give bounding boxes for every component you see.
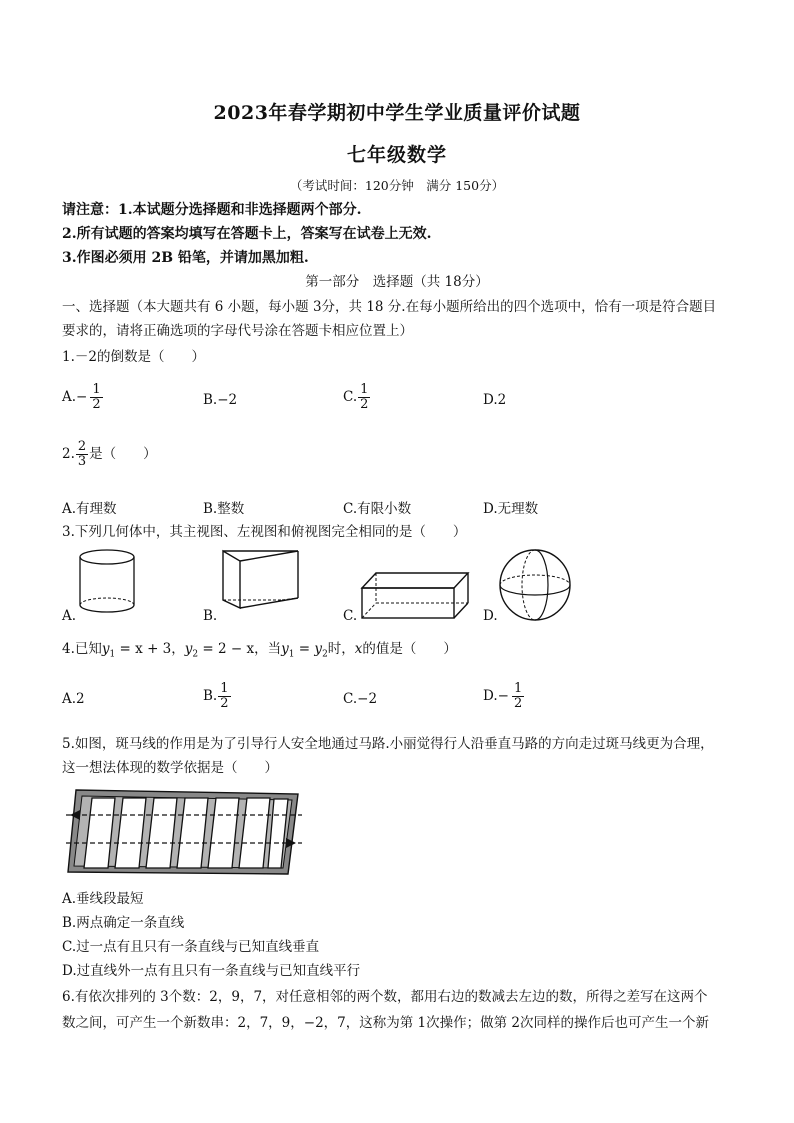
fraction-denominator: 2 [92,397,101,412]
fraction-numerator: 1 [360,382,369,397]
q4-eq: = [294,641,315,657]
q4-separator: ， [171,641,185,657]
q4-option-b [203,682,232,711]
q5-option-c: C.过一点有且只有一条直线与已知直线垂直 [62,939,320,955]
q5-stem-line2: 这一想法体现的数学依据是（ ） [62,760,278,776]
q4-option-d [483,682,525,711]
q4-option-a: A.2 [62,691,85,707]
triangular-prism-icon [220,548,302,610]
q2-suffix: 是（ ） [89,446,157,462]
q5-stem-line1: 5.如图，斑马线的作用是为了引导行人安全地通过马路.小丽觉得行人沿垂直马路的方向走过斑马线更为合理， [62,736,714,752]
q4-var-y1: y [101,641,110,657]
fraction-numerator: 2 [77,439,87,454]
section-title: 第一部分 选择题（共 18分） [305,274,489,290]
q4-option-b-fraction [218,682,230,711]
q4-stem [62,638,457,666]
fraction-numerator: 1 [220,681,229,696]
q4-var-y2: y [184,641,193,657]
fraction-denominator: 2 [220,696,229,711]
note-2: 2.所有试题的答案均填写在答题卡上，答案写在试卷上无效. [62,226,432,242]
q4-var-y1b: y [281,641,289,657]
q2-stem [62,440,157,469]
sphere-icon [498,548,572,622]
q2-option-d: D.无理数 [483,501,539,517]
fraction-denominator: 2 [513,696,523,711]
q3-stem: 3.下列几何体中，其主视图、左视图和俯视图完全相同的是（ ） [62,524,467,540]
cylinder-icon [72,548,142,618]
q1-option-a-sign: − [76,389,88,405]
fraction-numerator: 1 [513,681,523,696]
q1-option-c-fraction [358,383,370,412]
note-3: 3.作图必须用 2B 铅笔，并请加黑加粗. [62,250,309,266]
section-intro-line1: 一、选择题（本大题共有 6 小题，每小题 3分，共 18 分.在每小题所给出的四个选项中，恰有一项是符合题目 [62,299,717,315]
q4-var-x: x [354,641,363,657]
q4-option-c: C.−2 [343,691,378,707]
q4-stem-prefix: 4.已知 [62,641,102,657]
q2-fraction [76,440,88,469]
q3-option-c: C. [343,608,358,624]
q4-sub-2b: 2 [322,649,328,660]
q4-option-d-label: D. [483,688,498,704]
exam-subtitle: 七年级数学 [346,144,447,166]
q1-option-a-label: A. [62,389,77,405]
q6-line1: 6.有依次排列的 3个数：2，9，7，对任意相邻的两个数，都用右边的数减去左边的数，所得之差写在这两个 [62,989,708,1005]
q4-sub-1b: 1 [288,649,295,660]
q2-option-c: C.有限小数 [343,501,412,517]
q1-option-a [62,383,104,412]
note-1: 请注意：1.本试题分选择题和非选择题两个部分. [62,202,362,218]
exam-title: 2023年春学期初中学生学业质量评价试题 [213,102,581,124]
q5-option-b: B.两点确定一条直线 [62,915,185,931]
fraction-numerator: 1 [92,382,101,397]
q1-option-c-label: C. [343,389,358,405]
q1-option-a-fraction [90,383,102,412]
q4-option-b-label: B. [203,688,218,704]
q6-line2: 数之间，可产生一个新数串：2，7，9，−2，7，这称为第 1次操作；做第 2次同样的操作后也可产生一个新 [62,1015,710,1031]
q4-end: 的值是（ ） [362,641,457,657]
q4-sub-1: 1 [109,649,116,660]
zebra-crossing-icon [66,788,302,878]
section-intro-line2: 要求的，请将正确选项的字母代号涂在答题卡相应位置上） [62,323,413,339]
q3-option-d: D. [483,608,498,624]
q2-option-b: B.整数 [203,501,245,517]
q5-option-a: A.垂线段最短 [62,891,144,907]
fraction-denominator: 3 [77,454,87,469]
q2-prefix: 2. [62,446,75,462]
q4-option-d-fraction [512,682,524,711]
q4-sub-2: 2 [192,649,199,660]
q2-option-a: A.有理数 [62,501,117,517]
q4-expr-1: = x + 3 [115,641,172,657]
q1-option-b: B.−2 [203,392,238,408]
q4-expr-2: = 2 − x [198,641,255,657]
cuboid-icon [360,570,472,622]
q5-option-d: D.过直线外一点有且只有一条直线与已知直线平行 [62,963,361,979]
q4-tail: 时， [327,641,355,657]
q3-option-a: A. [62,608,77,624]
q1-stem: 1.－2的倒数是（ ） [62,349,205,365]
q4-when: ，当 [254,641,282,657]
q1-option-c [343,383,371,412]
q3-option-b: B. [203,608,218,624]
q4-option-d-sign: − [497,688,509,704]
fraction-denominator: 2 [360,397,369,412]
q1-option-d: D.2 [483,392,507,408]
q4-var-y2b: y [314,641,323,657]
exam-info: （考试时间：120分钟 满分 150分） [289,178,505,193]
